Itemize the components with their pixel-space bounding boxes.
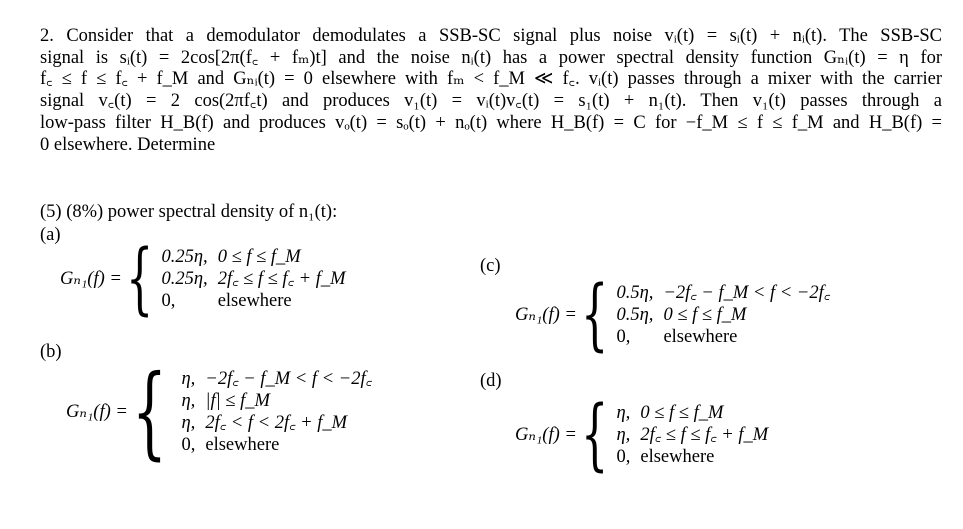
option-b-cases	[181, 368, 372, 456]
case-value: 0,	[161, 291, 176, 311]
option-b-equation	[66, 353, 373, 470]
option-a-label[interactable]: (a)	[40, 225, 61, 245]
problem-line: signal v꜀(t) = 2 cos(2πf꜀t) and produces v₁(t) = vᵢ(t)v꜀(t) = s₁(t) + n₁(t). Then v₁(t) passes through a	[40, 91, 942, 112]
problem-line: 0 elsewhere. Determine	[40, 134, 216, 155]
case-value: η,	[181, 369, 196, 389]
case-condition: 0 ≤ f ≤ f_M	[663, 305, 747, 325]
case-value: 0,	[616, 447, 631, 467]
option-b-lhs: Gₙ₁(f) =	[66, 402, 128, 422]
case-condition: |f| ≤ f_M	[205, 391, 270, 411]
option-b-brace: {	[131, 353, 167, 470]
question-text: (5) (8%) power spectral density of n₁(t):	[40, 202, 338, 222]
case-condition: elsewhere	[663, 327, 738, 347]
problem-line: f꜀ ≤ f ≤ f꜀ + f_M and Gₙᵢ(t) = 0 elsewhere with fₘ < f_M ≪ f꜀. vᵢ(t) passes through a mixer with the carrier	[40, 69, 942, 90]
option-a-brace: {	[125, 234, 154, 324]
option-a-cases	[162, 246, 346, 312]
case-value: 0,	[616, 327, 631, 347]
case-condition: −2f꜀ − f_M < f < −2f꜀	[663, 283, 831, 303]
option-d-equation	[515, 390, 769, 480]
option-c-equation	[515, 270, 831, 360]
option-a-equation	[60, 234, 346, 324]
case-value: 0.25η,	[161, 247, 208, 267]
case-condition: 0 ≤ f ≤ f_M	[640, 403, 724, 423]
option-c-brace: {	[580, 270, 609, 360]
option-d-lhs: Gₙ₁(f) =	[515, 425, 577, 445]
case-condition: −2f꜀ − f_M < f < −2f꜀	[205, 369, 373, 389]
option-a-lhs: Gₙ₁(f) =	[60, 269, 122, 289]
case-condition: elsewhere	[217, 291, 292, 311]
problem-line: 2. Consider that a demodulator demodulates a SSB-SC signal plus noise vᵢ(t) = sᵢ(t) + nᵢ(t). The SSB-SC	[40, 26, 942, 46]
case-condition: 2f꜀ ≤ f ≤ f꜀ + f_M	[640, 425, 769, 445]
problem-statement	[40, 26, 942, 156]
case-value: η,	[616, 425, 631, 445]
case-condition: 0 ≤ f ≤ f_M	[217, 247, 301, 267]
option-b-label[interactable]: (b)	[40, 342, 62, 362]
case-value: η,	[616, 403, 631, 423]
option-d-label[interactable]: (d)	[480, 371, 502, 391]
case-value: 0.5η,	[616, 305, 654, 325]
case-value: η,	[181, 413, 196, 433]
option-c-lhs: Gₙ₁(f) =	[515, 305, 577, 325]
case-condition: 2f꜀ < f < 2f꜀ + f_M	[205, 413, 348, 433]
case-value: 0.5η,	[616, 283, 654, 303]
problem-line: signal is sᵢ(t) = 2cos[2π(f꜀ + fₘ)t] and the noise nᵢ(t) has a power spectral density function Gₙᵢ(t) = η for	[40, 47, 942, 68]
case-condition: elsewhere	[205, 435, 280, 455]
case-condition: 2f꜀ ≤ f ≤ f꜀ + f_M	[217, 269, 346, 289]
option-d-cases	[617, 402, 769, 468]
case-value: η,	[181, 391, 196, 411]
option-c-label[interactable]: (c)	[480, 256, 501, 276]
case-value: 0,	[181, 435, 196, 455]
option-c-cases	[617, 282, 831, 348]
case-value: 0.25η,	[161, 269, 208, 289]
problem-line: low-pass filter H_B(f) and produces vₒ(t) = sₒ(t) + nₒ(t) where H_B(f) = C for −f_M ≤ f ≤ f_M and H_B(f) =	[40, 112, 942, 133]
option-d-brace: {	[580, 390, 609, 480]
case-condition: elsewhere	[640, 447, 715, 467]
